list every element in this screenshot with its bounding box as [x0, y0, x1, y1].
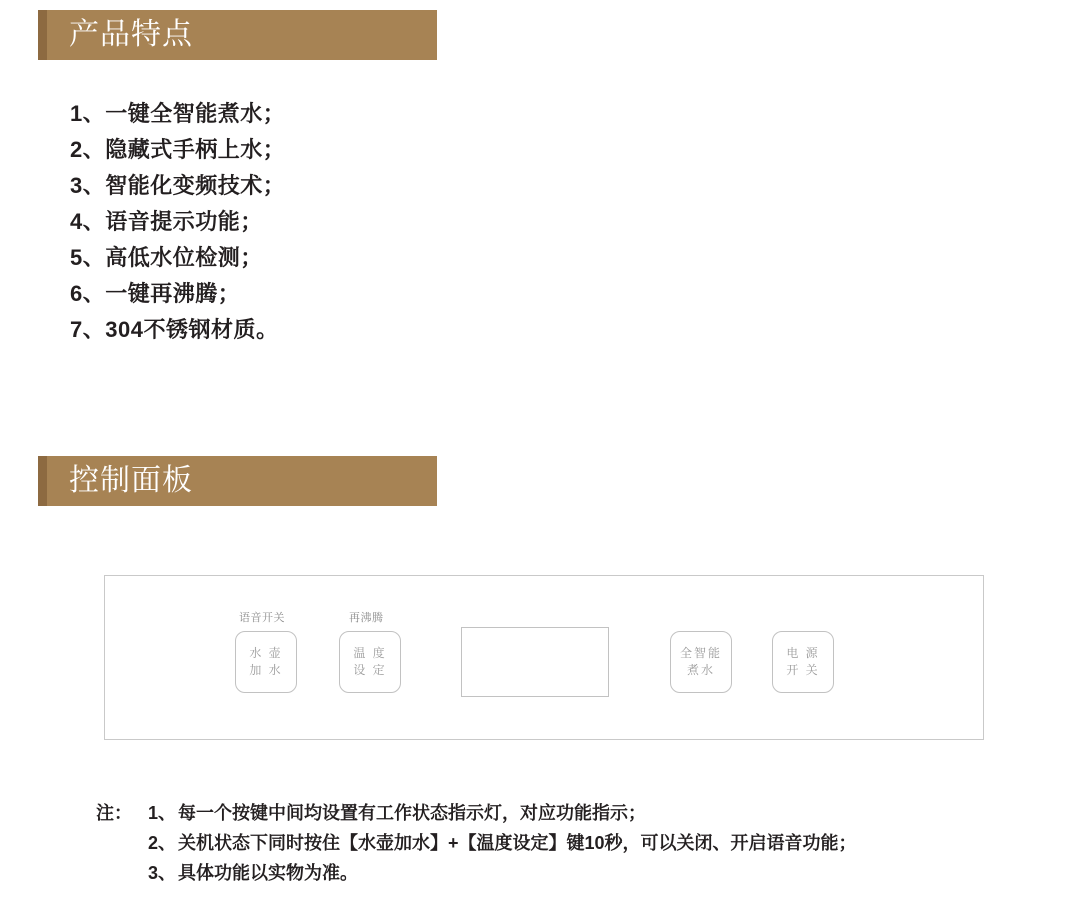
control-panel-header-accent-bar [38, 456, 47, 506]
feature-item-7: 7、304不锈钢材质。 [70, 317, 279, 342]
note-item-1-text: 每一个按键中间均设置有工作状态指示灯，对应功能指示； [178, 803, 646, 823]
power-switch-button-line2: 开 关 [786, 663, 820, 677]
note-item-2-text: 关机状态下同时按住【水壶加水】+【温度设定】键10秒，可以关闭、开启语音功能； [178, 833, 857, 853]
control-panel-section-header [38, 456, 437, 506]
power-switch-button-line1: 电 源 [786, 646, 820, 660]
notes-row [96, 798, 1026, 888]
note-item-1-number: 1、 [148, 803, 177, 823]
temperature-setting-button-line1: 温 度 [353, 646, 387, 660]
kettle-water-button-line1: 水 壶 [249, 646, 283, 660]
features-section-header [38, 10, 437, 60]
feature-item-5: 5、高低水位检测； [70, 245, 263, 270]
features-heading-text: 产品特点 [69, 18, 193, 51]
temperature-setting-button[interactable] [339, 631, 401, 693]
note-item-1 [148, 798, 1026, 828]
notes-block [96, 798, 1026, 888]
kettle-water-button[interactable] [235, 631, 297, 693]
features-header-accent-bar [38, 10, 47, 60]
features-header-band [47, 10, 437, 60]
note-item-3-number: 3、 [148, 863, 177, 883]
note-item-2-number: 2、 [148, 833, 177, 853]
power-switch-button[interactable] [772, 631, 834, 693]
features-list [70, 96, 670, 348]
control-panel-surface [105, 576, 983, 739]
feature-item-4: 4、语音提示功能； [70, 209, 263, 234]
display-screen [461, 627, 609, 697]
notes-prefix: 注： [96, 803, 132, 823]
voice-switch-label: 语音开关 [239, 612, 285, 624]
control-panel-diagram [104, 575, 984, 740]
smart-boil-button[interactable] [670, 631, 732, 693]
feature-item-3: 3、智能化变频技术； [70, 173, 286, 198]
note-item-3 [148, 858, 1026, 888]
smart-boil-button-line1: 全智能 [679, 646, 722, 660]
kettle-water-button-line2: 加 水 [249, 663, 283, 677]
control-panel-heading-text: 控制面板 [69, 464, 193, 497]
control-panel-header-band [47, 456, 437, 506]
notes-list [148, 798, 1026, 888]
feature-item-2: 2、隐藏式手柄上水； [70, 137, 286, 162]
note-item-2 [148, 828, 1026, 858]
note-item-3-text: 具体功能以实物为准。 [178, 863, 358, 883]
temperature-setting-button-line2: 设 定 [353, 663, 387, 677]
smart-boil-button-line2: 煮水 [686, 663, 715, 677]
feature-item-1: 1、一键全智能煮水； [70, 101, 286, 126]
feature-item-6: 6、一键再沸腾； [70, 281, 241, 306]
reboil-label: 再沸腾 [349, 612, 384, 624]
